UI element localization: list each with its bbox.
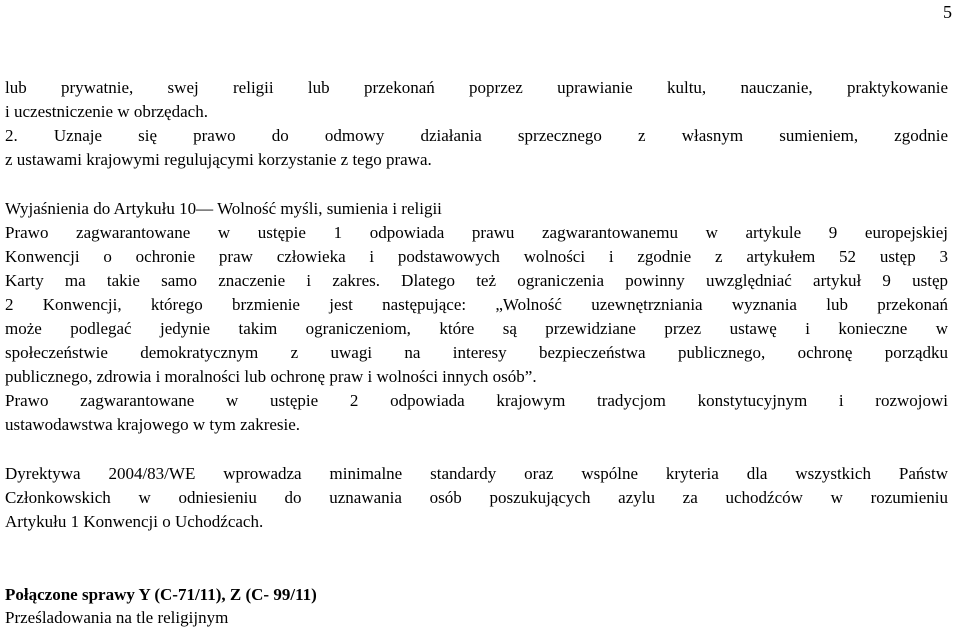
- joined-cases-title: Połączone sprawy Y (C-71/11), Z (C- 99/11): [5, 585, 317, 604]
- text-line: Karty ma takie samo znaczenie i zakres. Dlatego też ograniczenia powinny uwzględniać artykuł 9 ustęp: [5, 271, 948, 290]
- page-number: 5: [943, 2, 952, 22]
- text-line: Konwencji o ochronie praw człowieka i podstawowych wolności i zgodnie z artykułem 52 ustęp 3: [5, 247, 948, 266]
- text-line: publicznego, zdrowia i moralności lub ochronę praw i wolności innych osób”.: [5, 367, 537, 386]
- text-line: i uczestniczenie w obrzędach.: [5, 102, 208, 121]
- text-line: 2 Konwencji, którego brzmienie jest następujące: „Wolność uzewnętrzniania wyznania lub przekonań: [5, 295, 948, 314]
- explanations-heading: Wyjaśnienia do Artykułu 10— Wolność myśli, sumienia i religii: [5, 199, 442, 218]
- text-line: Prawo zagwarantowane w ustępie 1 odpowiada prawu zagwarantowanemu w artykule 9 europejskiej: [5, 223, 948, 242]
- text-line: Dyrektywa 2004/83/WE wprowadza minimalne standardy oraz wspólne kryteria dla wszystkich Państw: [5, 464, 948, 483]
- text-line: 2. Uznaje się prawo do odmowy działania sprzecznego z własnym sumieniem, zgodnie: [5, 126, 948, 145]
- joined-cases-subtitle: Prześladowania na tle religijnym: [5, 608, 229, 627]
- text-line: społeczeństwie demokratycznym z uwagi na interesy bezpieczeństwa publicznego, ochronę porządku: [5, 343, 948, 362]
- text-line: z ustawami krajowymi regulującymi korzystanie z tego prawa.: [5, 150, 432, 169]
- text-line: ustawodawstwa krajowego w tym zakresie.: [5, 415, 301, 434]
- text-line: Artykułu 1 Konwencji o Uchodźcach.: [5, 512, 264, 531]
- text-line: może podlegać jedynie takim ograniczeniom, które są przewidziane przez ustawę i konieczne w: [5, 319, 948, 338]
- text-line: Prawo zagwarantowane w ustępie 2 odpowiada krajowym tradycjom konstytucyjnym i rozwojowi: [5, 391, 948, 410]
- text-line: Członkowskich w odniesieniu do uznawania osób poszukujących azylu za uchodźców w rozumieniu: [5, 488, 948, 507]
- text-line: lub prywatnie, swej religii lub przekonań poprzez uprawianie kultu, nauczanie, praktykowanie: [5, 78, 948, 97]
